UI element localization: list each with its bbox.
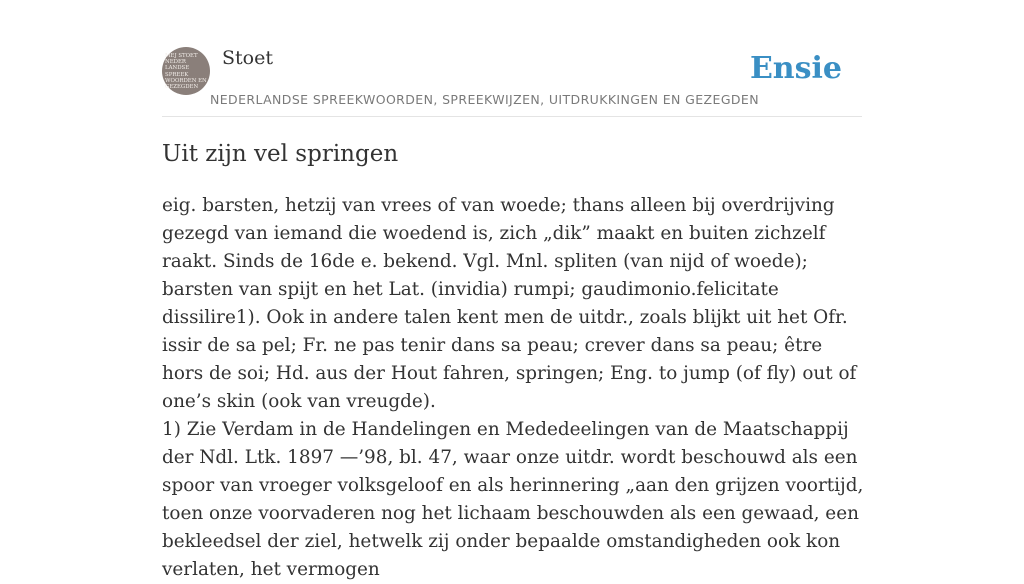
source-header — [162, 46, 862, 117]
entry-footnote: 1) Zie Verdam in de Handelingen en Mededeelingen van de Maatschappij der Ndl. Ltk. 1897 —’98, bl. 47, waar onze uitdr. wordt beschouwd als een spoor van vroeger volksgeloof en als herinnering „aan den grijzen voortijd, toen onze voorvaderen nog het lichaam beschouwden als een gewaad, een bekleedsel der ziel, hetwelk zij onder bepaalde omstandigheden ook kon verlaten, het vermogen — [162, 419, 864, 580]
source-avatar[interactable] — [162, 47, 210, 95]
source-name[interactable]: Stoet — [222, 47, 273, 69]
entry-paragraph: eig. barsten, hetzij van vrees of van woede; thans alleen bij overdrijving gezegd van iemand die woedend is, zich „dik” maakt en buiten zichzelf raakt. Sinds de 16de e. bekend. Vgl. Mnl. spliten (van nijd of woede); barsten van spijt en het Lat. (invidia) rumpi; gaudimonio.felicitate dissilire1). Ook in andere talen kent men de uitdr., zoals blijkt uit het Ofr. issir de sa pel; Fr. ne pas tenir dans sa peau; crever dans sa peau; être hors de soi; Hd. aus der Hout fahren, springen; Eng. to jump (of fly) out of one’s skin (ook van vreugde). — [162, 195, 857, 412]
ensie-logo[interactable]: Ensie — [749, 51, 842, 86]
source-subtitle: NEDERLANDSE SPREEKWOORDEN, SPREEKWIJZEN, UITDRUKKINGEN EN GEZEGDEN — [210, 92, 759, 107]
entry-title: Uit zijn vel springen — [162, 141, 399, 167]
avatar-cover-text: MEJ STOET NEDER LANDSE SPREEK WOORDEN EN GEZEGDEN — [165, 53, 207, 91]
entry-body — [162, 192, 864, 584]
